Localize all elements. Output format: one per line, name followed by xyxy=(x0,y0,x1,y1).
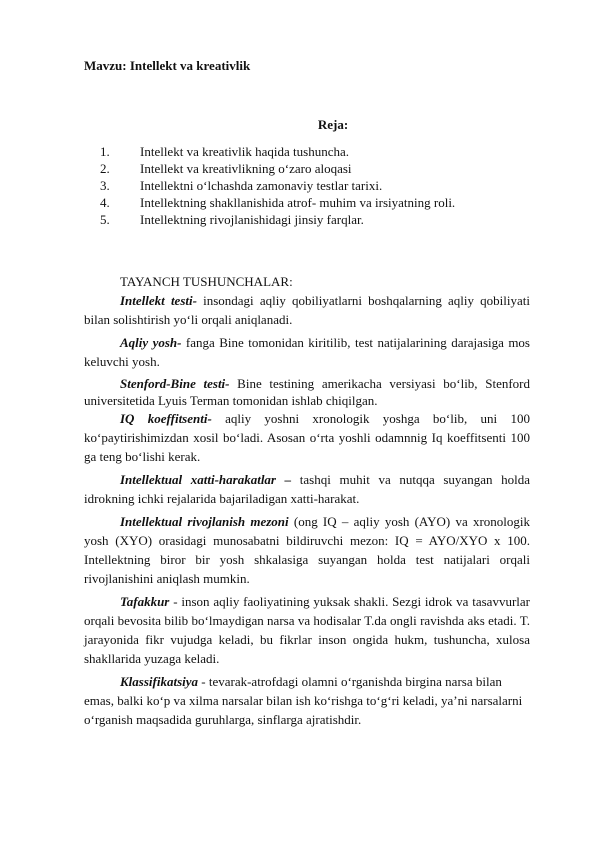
plan-item-text: Intellekt va kreativlikning o‘zaro aloqasi xyxy=(140,161,352,176)
definition-text: (ong IQ – aqliy yosh (AYO) va xronologik yosh (XYO) orasidagi munosabatni bildiruvchi mezon: IQ = AYO/XYO x 100. Intellektning biror bir yosh shkalasiga suyangan holda test natijalari orqali rivojlanishini aniqlash mumkin. xyxy=(84,514,530,586)
plan-list xyxy=(100,143,455,228)
plan-title: Reja: xyxy=(317,117,349,132)
definition-paragraph xyxy=(84,409,530,466)
plan-item-number: 5. xyxy=(100,212,110,227)
definition-term: Intellektual rivojlanish mezoni xyxy=(120,514,289,529)
definition-paragraph xyxy=(84,375,530,409)
plan-item xyxy=(100,194,455,211)
plan-item-text: Intellektning shakllanishida atrof- muhim va irsiyatning roli. xyxy=(140,195,456,210)
plan-item xyxy=(100,160,455,177)
definition-text: tashqi muhit va nutqqa suyangan holda idrokning ichki rejalarida bajariladigan xatti-harakat. xyxy=(84,472,530,506)
definition-text: insondagi aqliy qobiliyatlarni boshqalarning aqliy qobiliyati bilan solishtirish yo‘li orqali aniqlanadi. xyxy=(84,293,530,327)
definition-term: Intellektual xatti-harakatlar – xyxy=(120,472,292,487)
plan-item-text: Intellektning rivojlanishidagi jinsiy farqlar. xyxy=(140,212,364,227)
section-heading: TAYANCH TUSHUNCHALAR: xyxy=(120,274,293,289)
definition-paragraph xyxy=(84,291,530,329)
definition-term: Intellekt testi- xyxy=(120,293,197,308)
plan-item-text: Intellektni o‘lchashda zamonaviy testlar tarixi. xyxy=(140,178,383,193)
definition-term: Tafakkur xyxy=(120,594,170,609)
definition-text: - tevarak-atrofdagi olamni o‘rganishda birgina narsa bilan emas, balki ko‘p va xilma narsalar bilan ish ko‘rishga to‘g‘ri keladi, ya’ni narsalarni o‘rganish maqsadida guruhlarga, sinflarga ajratishdir. xyxy=(84,674,523,727)
definition-text: Bine testining amerikacha versiyasi bo‘lib, Stenford universitetida Lyuis Terman tomonidan ishlab chiqilgan. xyxy=(84,376,530,408)
definitions-section xyxy=(84,272,530,733)
plan-item xyxy=(100,177,455,194)
definition-paragraph xyxy=(84,672,530,729)
definition-paragraph xyxy=(84,592,530,668)
plan-item-number: 3. xyxy=(100,178,110,193)
definition-text: - inson aqliy faoliyatining yuksak shakli. Sezgi idrok va tasavvurlar orqali bevosita bilib bo‘lmaydigan narsa va hodisalar T.da ongli ravishda aks etadi. T. jarayonida fikr vujudga keladi, bu fikrlar inson ongida hukm, tushuncha, xulosa shakllarida yuzaga keladi. xyxy=(84,594,530,666)
definition-paragraph xyxy=(84,512,530,588)
plan-item xyxy=(100,211,455,228)
definition-term: Klassifikatsiya xyxy=(120,674,199,689)
definition-paragraph xyxy=(84,333,530,371)
plan-item-number: 1. xyxy=(100,144,110,159)
plan-item xyxy=(100,143,455,160)
definition-term: Stenford-Bine testi- xyxy=(120,376,230,391)
definition-text: fanga Bine tomonidan kiritilib, test natijalarining darajasiga mos keluvchi yosh. xyxy=(84,335,530,369)
plan-item-text: Intellekt va kreativlik haqida tushuncha. xyxy=(140,144,350,159)
plan-item-number: 2. xyxy=(100,161,110,176)
plan-item-number: 4. xyxy=(100,195,110,210)
definition-term: Aqliy yosh- xyxy=(120,335,182,350)
definition-paragraph xyxy=(84,470,530,508)
definition-text: aqliy yoshni xronologik yoshga bo‘lib, uni 100 ko‘paytirishimizdan xosil bo‘ladi. Asosan o‘rta yoshli odamnnig Iq koeffitsenti 100 ga teng bo‘lishi kerak. xyxy=(84,411,530,464)
definition-term: IQ koeffitsenti- xyxy=(120,411,212,426)
topic-title: Mavzu: Intellekt va kreativlik xyxy=(84,58,251,73)
